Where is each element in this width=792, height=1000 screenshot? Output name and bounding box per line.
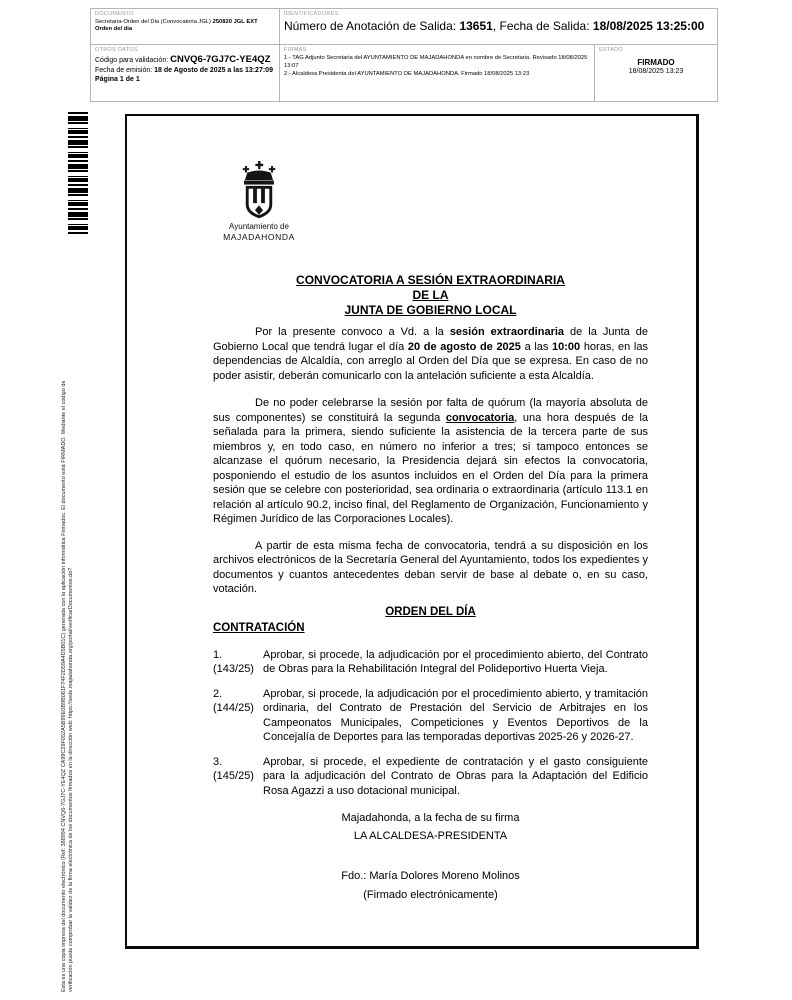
order-of-day-list	[213, 648, 648, 799]
order-item-text: Aprobar, si procede, el expediente de contratación y el gasto consiguiente para la adjudicación del Contrato de Obras para la Adaptación del Edificio Rosa Agazzi a uso dotacional municipal.	[263, 755, 648, 797]
documento-value: Secretaria-Orden del Dia (Convocatoria JGL) 250820 JGL EXT Orden del dia	[95, 19, 258, 32]
verification-vertical-note	[61, 292, 75, 992]
contratacion-section-title: CONTRATACIÓN	[213, 621, 305, 634]
identificadores-cell	[280, 8, 718, 45]
estado-status: FIRMADO	[637, 58, 675, 67]
documento-label: DOCUMENTO	[95, 11, 134, 17]
firmas-label: FIRMAS	[284, 47, 307, 53]
majadahonda-coat-of-arms-icon	[219, 161, 299, 219]
otros-datos-cell	[90, 45, 280, 102]
identificadores-label: IDENTIFICADORES	[284, 11, 339, 17]
title-line-3: JUNTA DE GOBIERNO LOCAL	[344, 303, 517, 317]
order-item-number: 3. (145/25)	[213, 755, 254, 782]
order-item-2	[213, 687, 648, 745]
firmas-cell	[280, 45, 595, 102]
pagina-info: Página 1 de 1	[95, 76, 140, 83]
title-line-2: DE LA	[412, 288, 449, 302]
order-item-1	[213, 648, 648, 677]
verification-line-2: verificación puede comprobar la validez de la firma electrónica de los documentos firmados en la dirección web: https://sede.majadahonda.org/portal/verificarDocumentos.do?	[68, 567, 74, 992]
estado-label: ESTADO	[599, 47, 624, 53]
paragraph-quorum: De no poder celebrarse la sesión por falta de quórum (la mayoría absoluta de sus componentes) se constituirá la segunda convocatoria, una hora después de la señalada para la primera, siendo suficiente la asistencia de la tercera parte de sus miembros y, en todo caso, en número no inferior a tres; si tampoco entonces se alcanzase el quórum necesario, la Presidencia dejará sin efectos la convocatoria, posponiendo el estudio de los asuntos incluidos en el Orden del Día para la primera sesión que se celebre con posterioridad, sea ordinaria o extraordinaria (artículo 113.1 en relación al artículo 90.2, inciso final, del Reglamento de Organización, Funcionamiento y Régimen Jurídico de las Corporaciones Locales).	[213, 397, 649, 525]
order-item-3	[213, 755, 648, 799]
paragraph-convocatoria: Por la presente convoco a Vd. a la sesión extraordinaria de la Junta de Gobierno Local que tendrá lugar el día 20 de agosto de 2025 a las 10:00 horas, en las dependencias de Alcaldía, con arreglo al Orden del Día que se expresa. En caso de no poder asistir, deberán comunicarlo con la antelación suficiente a esta Alcaldía.	[213, 326, 648, 382]
order-item-text: Aprobar, si procede, la adjudicación por el procedimiento abierto, y tramitación ordinaria, del Contrato de Prestación del Servicio de Arbitrajes en los Campeonatos Municipales, Competiciones y Eventos Deportivos de la Concejalía de Deportes para las temporadas deportivas 2025-26 y 2026-27.	[263, 687, 648, 743]
document-metadata-table	[90, 8, 718, 102]
estado-datetime: 18/08/2025 13:23	[628, 68, 684, 75]
codigo-validacion: Código para validación: CNVQ6-7GJ7C-YE4QZ	[95, 54, 271, 65]
order-item-number: 2. (144/25)	[213, 687, 254, 714]
logo-text-line-1: Ayuntamiento de	[229, 222, 289, 231]
otros-datos-label: OTROS DATOS	[95, 47, 138, 53]
closing-signed-note: (Firmado electrónicamente)	[363, 889, 498, 901]
estado-cell	[595, 45, 718, 102]
title-line-1: CONVOCATORIA A SESIÓN EXTRAORDINARIA	[296, 273, 565, 287]
logo-text-line-2: MAJADAHONDA	[223, 232, 295, 242]
metadata-row-2	[90, 45, 718, 102]
verification-line-1: Esta es una copia impresa del documento electrónico (Ref: 388994 CNVQ6-7GJ7C-YE4QZ CA99C29F052A5B99E0B9B081F74F2D59A4D5B01C) generada con la aplicación informática Firmadoc. El documento está FIRMADO. Mediante el código de	[61, 380, 67, 992]
paragraph-archivos: A partir de esta misma fecha de convocatoria, tendrá a su disposición en los archivos electrónicos de la Secretaría General del Ayuntamiento, todos los expedientes y documentos y cuantos antecedentes deban servir de base al debate o, en su caso, votación.	[213, 539, 648, 595]
order-item-text: Aprobar, si procede, la adjudicación por el procedimiento abierto, del Contrato de Obras para la Rehabilitación Integral del Polideportivo Huerta Vieja.	[263, 648, 648, 675]
barcode-image	[68, 112, 88, 235]
closing-signer-title: LA ALCALDESA-PRESIDENTA	[353, 830, 508, 842]
ayuntamiento-logo	[219, 161, 299, 242]
orden-del-dia-title: ORDEN DEL DÍA	[385, 605, 476, 618]
closing-place-line: Majadahonda, a la fecha de su firma	[341, 812, 520, 824]
closing-signer-name: Fdo.: María Dolores Moreno Molinos	[341, 870, 520, 882]
fecha-emision: Fecha de emisión: 18 de Agosto de 2025 a las 13:27:09	[95, 67, 273, 74]
metadata-row-1	[90, 8, 718, 45]
identificadores-value: Número de Anotación de Salida: 13651, Fecha de Salida: 18/08/2025 13:25:00	[284, 19, 705, 33]
documento-cell	[90, 8, 280, 45]
firma-item-1: 1.- TAG Adjunto Secretaria del AYUNTAMIENTO DE MAJADAHONDA en nombre de Secretaria. Revisado 18/08/2025 13:07	[284, 55, 588, 69]
firma-item-2: 2.- Alcaldesa Presidenta del AYUNTAMIENTO DE MAJADAHONDA. Firmado 18/08/2025 13:23	[284, 71, 530, 77]
order-item-number: 1. (143/25)	[213, 648, 254, 675]
document-title	[213, 273, 648, 318]
closing-block	[213, 811, 648, 902]
document-body-frame	[125, 114, 699, 949]
